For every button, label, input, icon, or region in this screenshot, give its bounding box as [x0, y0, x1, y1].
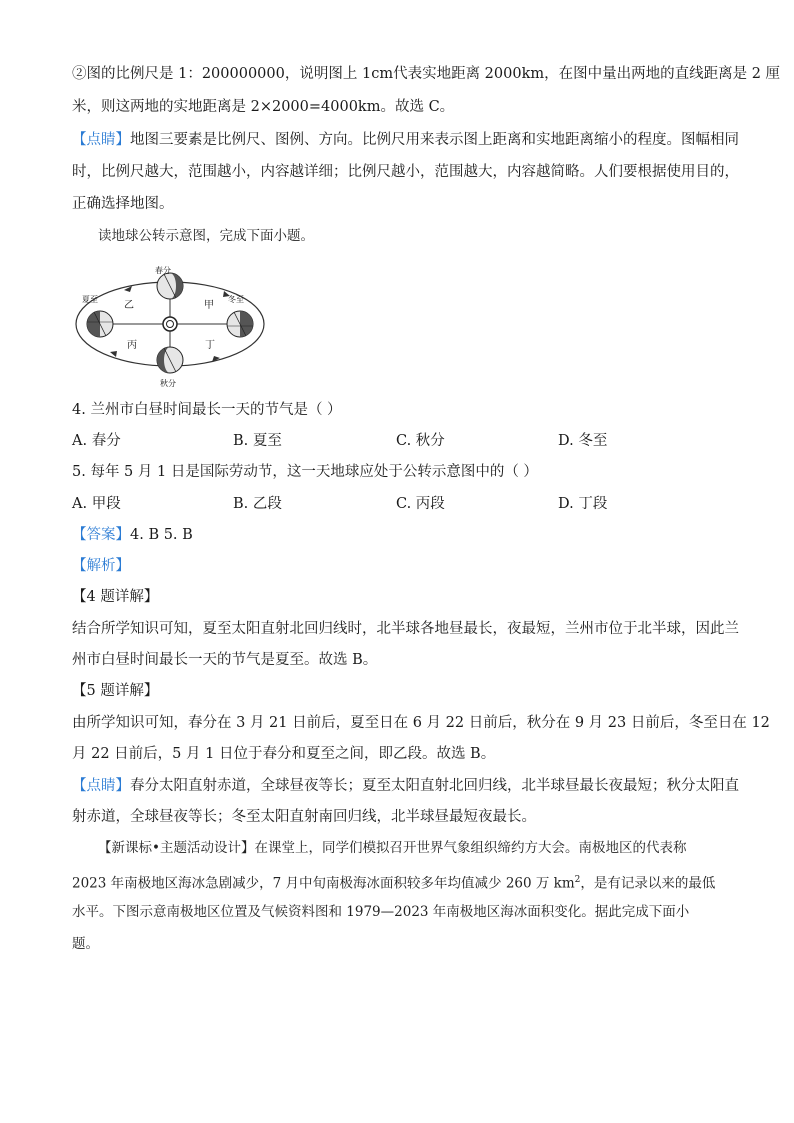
answer-text: 4. B 5. B	[130, 527, 193, 543]
earth-spring-icon	[157, 273, 183, 299]
text-span: 2023 年南极地区海冰急剧减少，7 月中旬南极海冰面积较多年均值减少 260 万 km	[72, 875, 575, 892]
answer-tag: 【答案】	[72, 527, 130, 543]
text-line: 州市白昼时间最长一天的节气是夏至。故选 B。	[72, 652, 378, 668]
orbit-arrow-icon	[110, 351, 117, 357]
note-text: 地图三要素是比例尺、图例、方向。比例尺用来表示图上距离和实地距离缩小的程度。图幅相同	[130, 132, 739, 148]
text-line: 月 22 日前后，5 月 1 日位于春分和夏至之间，即乙段。故选 B。	[72, 746, 496, 762]
q5-option-a: A. 甲段	[72, 496, 121, 512]
q5-option-c: C. 丙段	[396, 496, 445, 512]
note-tag: 【点睛】	[72, 778, 130, 794]
text-line: 射赤道，全球昼夜等长；冬至太阳直射南回归线，北半球昼最短夜最长。	[72, 809, 536, 825]
label-winter: 冬至	[228, 295, 244, 304]
label-autumn: 秋分	[160, 379, 176, 388]
sun-icon	[163, 317, 177, 331]
earth-winter-icon	[227, 311, 253, 337]
label-spring: 春分	[155, 266, 171, 275]
earth-revolution-diagram	[72, 262, 268, 388]
text-line: 由所学知识可知，春分在 3 月 21 日前后，夏至日在 6 月 22 日前后，秋分在 9 月 23 日前后，冬至日在 12	[72, 715, 770, 731]
question-5: 5. 每年 5 月 1 日是国际劳动节，这一天地球应处于公转示意图中的（ ）	[72, 464, 538, 480]
text-line: 题。	[72, 936, 99, 952]
q4-option-c: C. 秋分	[396, 433, 445, 449]
q4-option-d: D. 冬至	[558, 433, 608, 449]
detail-5-title: 【5 题详解】	[72, 683, 159, 699]
note-tag: 【点睛】	[72, 132, 130, 148]
text-line: ②图的比例尺是 1：200000000，说明图上 1cm代表实地距离 2000km，在图中量出两地的直线距离是 2 厘	[72, 66, 781, 82]
text-line: 水平。下图示意南极地区位置及气候资料图和 1979—2023 年南极地区海冰面积变化。据此完成下面小	[72, 904, 690, 920]
label-jia: 甲	[204, 300, 214, 311]
text-line: 结合所学知识可知，夏至太阳直射北回归线时，北半球各地昼最长，夜最短，兰州市位于北半球，因此兰	[72, 621, 739, 637]
label-bing: 丙	[127, 340, 137, 351]
text-line: 正确选择地图。	[72, 196, 174, 212]
question-4: 4. 兰州市白昼时间最长一天的节气是（ ）	[72, 402, 342, 418]
earth-autumn-icon	[157, 347, 183, 373]
label-ding: 丁	[205, 340, 215, 351]
q4-option-b: B. 夏至	[233, 433, 282, 449]
detail-4-title: 【4 题详解】	[72, 589, 159, 605]
text-line: 米，则这两地的实地距离是 2×2000=4000km。故选 C。	[72, 99, 455, 115]
text-span: ，是有记录以来的最低	[580, 875, 716, 892]
text-line	[72, 870, 715, 894]
note-line	[72, 130, 739, 150]
q5-option-d: D. 丁段	[558, 496, 608, 512]
label-yi: 乙	[124, 300, 134, 311]
note-line	[72, 776, 739, 796]
answer-line	[72, 525, 193, 545]
figure-intro: 读地球公转示意图，完成下面小题。	[98, 228, 314, 244]
text-line: 【新课标•主题活动设计】在课堂上，同学们模拟召开世界气象组织缔约方大会。南极地区的代表称	[98, 840, 687, 856]
q4-option-a: A. 春分	[72, 433, 121, 449]
q5-option-b: B. 乙段	[233, 496, 282, 512]
label-summer: 夏至	[82, 295, 98, 304]
note-text: 春分太阳直射赤道，全球昼夜等长；夏至太阳直射北回归线，北半球昼最长夜最短；秋分太阳直	[130, 778, 739, 794]
text-line: 时，比例尺越大，范围越小，内容越详细；比例尺越小，范围越大，内容越简略。人们要根据使用目的，	[72, 164, 739, 180]
superscript: 2	[574, 875, 581, 885]
analysis-tag: 【解析】	[72, 558, 130, 574]
earth-summer-icon	[87, 311, 113, 337]
